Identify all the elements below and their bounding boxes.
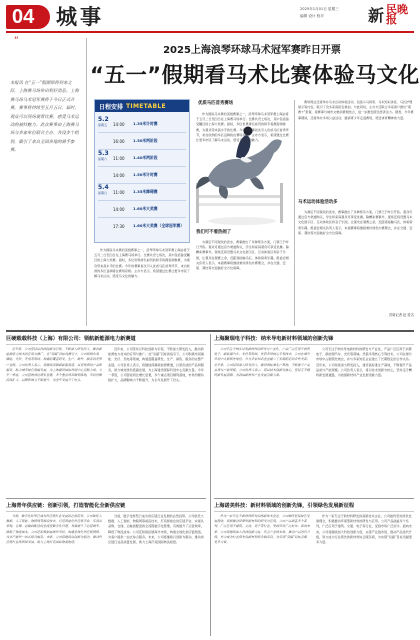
schedule-row bbox=[95, 184, 189, 200]
schedule-row bbox=[95, 116, 189, 132]
bottom-left-bottom-article bbox=[6, 502, 206, 636]
page-header bbox=[0, 0, 420, 32]
date-line: 2025年1月01日 星期三 bbox=[300, 7, 339, 11]
lead-story-text-3a: 赛场周边还将举办马术运动体验活动，包括小马骑乘、马术知识讲座、马匹护理展示等内容，吸引了众多家庭报名参加。与此同时，主办方还联合多家商户推出“观赛+”套餐，将赛事与城市文旅消费相结合，进一步激发假日经济活力。据悉，今年赛事期间，还将举办多场公益活动，邀请青少年走进赛场，感受体育精神的力量。 bbox=[298, 100, 414, 120]
sidebar-mark: “ bbox=[14, 36, 19, 46]
masthead-bottom: 民晚报 bbox=[386, 3, 408, 26]
header-rule bbox=[6, 31, 414, 33]
bottom-right-top-title: 上海聚瑞电子科技：纳米导电新材料领域的创新先锋 bbox=[214, 336, 334, 342]
schedule-time: 11:00 bbox=[113, 189, 125, 195]
bottom-left-bottom-body: 当前，数字化转型已成为供应链行业发展的必然趋势。公司依托大数据、人工智能、物联网等前沿技术，打造智能化供应链平台，实现从采购、仓储、运输到配送的全流程数字化管理，有效提升了运营效率，降低了物流成本。公司还积极拓展海外市场，构建全球化供应链网络，为客户提供一站式综合服务。未来，公司将继续以创新为驱动，推动供应链行业高质量发展，助力上海打造国际物流枢纽。 bbox=[108, 514, 204, 545]
bottom-right-bottom-title-rule bbox=[214, 511, 414, 512]
sidebar-divider bbox=[86, 38, 87, 326]
lead-subhead-2: 我们可不看热闹了 bbox=[196, 230, 232, 235]
schedule-row bbox=[95, 201, 189, 217]
schedule-row bbox=[95, 167, 189, 183]
schedule-title-en: TIMETABLE bbox=[126, 102, 166, 110]
page-number-badge bbox=[6, 5, 50, 29]
schedule-time: 14:00 bbox=[113, 172, 125, 178]
bottom-right-bottom-article bbox=[214, 502, 414, 636]
schedule-event: 1.50米计时赛 bbox=[133, 172, 158, 177]
lead-kicker: 2025上海浪琴环球马术冠军赛昨日开票 bbox=[163, 45, 341, 56]
schedule-event: 1.50米两阶段 bbox=[133, 138, 158, 143]
schedule-date-cell bbox=[95, 133, 113, 149]
bottom-right-top-article bbox=[214, 335, 414, 495]
schedule-date-cell bbox=[95, 218, 113, 234]
lead-story-text-2: 为满足不同观众的需求，赛事推出了多种票务方案，门票已于昨日开售。观众可通过官方渠道购买，学生和家庭观众可享受优惠。除精彩赛事外，现场还将设置马术文化展示区、互动体验区和亲子乐园，让观众在观赛之余，近距离接触马匹，体验骑乘乐趣。组委会相关负责人表示，本届赛事将继续秉持绿色办赛理念，并在交通、安保、餐饮等方面做好全方位保障。 bbox=[196, 240, 289, 271]
section-name: 城事 bbox=[56, 5, 104, 29]
lead-story-text-3b: 为满足不同观众的需求，赛事推出了多种票务方案，门票已于昨日开售。观众可通过官方渠道购买，学生和家庭观众可享受优惠。除精彩赛事外，现场还将设置马术文化展示区、互动体验区和亲子乐园，让观众在观赛之余，近距离接触马匹，体验骑乘乐趣。组委会相关负责人表示，本届赛事将继续秉持绿色办赛理念，并在交通、安保、餐饮等方面做好全方位保障。 bbox=[298, 210, 413, 235]
bottom-right-top-title-rule bbox=[214, 344, 414, 345]
schedule-date-cell bbox=[95, 201, 113, 217]
sidebar-column bbox=[6, 36, 82, 328]
schedule-event: 1.60米大奖赛 bbox=[133, 206, 158, 211]
schedule-time: 16:00 bbox=[113, 138, 125, 144]
schedule-event: 1.60米大奖赛（全球冠军赛） bbox=[133, 223, 185, 228]
lead-story-text-left: 作为国际马术界的顶级赛事之一，浪琴环球马术冠军赛上海站将于五月二日至四日在上海赛马场举行。比赛共设七场次，其中包括备受瞩目的上海大奖赛。届时，多位世界排名前列的骑手将携爱驹参赛，为观众带来高水平的比赛。今年的赛事首次引入优质马匹首秀环节，来自欧洲的多匹良驹将在赛场亮相。主办方表示，希望通过比赛让更多市民了解马术运动，感受马文化的魅力。 bbox=[94, 248, 190, 279]
bottom-left-bottom-intro: 当前，数字化转型已成为供应链行业发展的必然趋势。公司依托大数据、人工智能、物联网等前沿技术，打造智能化供应链平台，实现从采购、仓储、运输到配送的全流程数字化管理，有效提升了运营效率，降低了物流成本。公司还积极拓展海外市场，构建全球化供应链网络，为客户提供一站式综合服务。未来，公司将继续以创新为驱动，推动供应链行业高质量发展，助力上海打造国际物流枢纽。 bbox=[6, 514, 102, 545]
schedule-event: 1.35米计时赛 bbox=[133, 121, 158, 126]
bottom-right-bottom-title: 上海诺美科技：新材料领域的创新先锋，引领绿色发展新征程 bbox=[214, 503, 355, 509]
lead-column-divider bbox=[294, 100, 295, 326]
lead-subhead-3: 马术运动体验活动多 bbox=[298, 200, 338, 205]
schedule-day: 星期五 bbox=[98, 123, 108, 127]
schedule-day: 星期日 bbox=[98, 191, 108, 195]
bottom-left-bottom-title-rule bbox=[6, 511, 206, 512]
schedule-row bbox=[95, 150, 189, 166]
bottom-right-top-intro: 公司专注于纳米导电新材料的研发与产业化，产品广泛应用于消费电子、新能源汽车、光伏等领域。凭借多项核心专利技术，公司在细分市场中占据领先地位，并与多家知名企业建立了长期稳定的合作关系。近年来，公司持续加大研发投入，建设高标准生产基地，不断提升产品品质与产能规模。公司负责人表示，将以技术创新为核心，坚持走专精特新发展道路，为我国新材料产业发展贡献力量。 bbox=[214, 347, 310, 378]
schedule-title-bar bbox=[95, 100, 189, 112]
schedule-time: 14:00 bbox=[113, 206, 125, 212]
schedule-title-cn: 日程安排 bbox=[99, 103, 124, 111]
schedule-date-cell bbox=[95, 167, 113, 183]
schedule-time: 14:00 bbox=[113, 121, 125, 127]
masthead-logo bbox=[368, 3, 418, 27]
schedule-date: 5.3 bbox=[98, 150, 109, 157]
bottom-left-top-intro: 近年来，公司坚持以科技创新为引领，不断加大研发投入，推动新能源电力技术的应用与推广。在“双碳”目标的指引下，公司积极布局储能、光伏、充电等领域，构建起覆盖研发、生产、销售、服务的完整产业链。公司负责人表示，将继续深耕新能源赛道，以更优质的产品和服务，助力城市绿色低碳发展，为上海建设国际科创中心贡献力量。今年一季度，公司营收同比增长显著，多个重点项目顺利落地，市场份额持续扩大，品牌影响力不断提升，为全年发展开了好头。 bbox=[6, 347, 102, 383]
schedule-table bbox=[95, 116, 189, 234]
bottom-left-top-article bbox=[6, 335, 206, 495]
schedule-row bbox=[95, 218, 189, 234]
bottom-right-bottom-intro: 作为一家专注于新材料研发的高新技术企业，公司始终坚持绿色发展理念，积极推动环保型新材料的研发与应用。公司产品涵盖多个系列，广泛应用于建筑、交通、电子等行业，受到市场广泛好评。面向未来，公司将继续加大科技创新力度，完善产业链布局，推动产品迭代升级，努力成为行业领先的新材料综合服务商，为实现“双碳”目标贡献更多力量。 bbox=[214, 514, 310, 545]
lead-headline: “五一”假期看马术比赛体验马文化 bbox=[90, 63, 420, 87]
lead-story-middle bbox=[196, 100, 292, 108]
bottom-left-top-body: 近年来，公司坚持以科技创新为引领，不断加大研发投入，推动新能源电力技术的应用与推广。在“双碳”目标的指引下，公司积极布局储能、光伏、充电等领域，构建起覆盖研发、生产、销售、服务的完整产业链。公司负责人表示，将继续深耕新能源赛道，以更优质的产品和服务，助力城市绿色低碳发展，为上海建设国际科创中心贡献力量。今年一季度，公司营收同比增长显著，多个重点项目顺利落地，市场份额持续扩大，品牌影响力不断提升，为全年发展开了好头。 bbox=[108, 347, 205, 383]
lead-story-text-1: 作为国际马术界的顶级赛事之一，浪琴环球马术冠军赛上海站将于五月二日至四日在上海赛马场举行。比赛共设七场次，其中包括备受瞩目的上海大奖赛。届时，多位世界排名前列的骑手将携爱驹参赛，为观众带来高水平的比赛。今年的赛事首次引入优质马匹首秀环节，来自欧洲的多匹良驹将在赛场亮相。主办方表示，希望通过比赛让更多市民了解马术运动，感受马文化的魅力。 bbox=[196, 112, 289, 143]
bottom-left-top-title-rule bbox=[6, 344, 206, 345]
bottom-left-bottom-title: 上海青年供应链：创新引领，打造智能化全新供应链 bbox=[6, 503, 126, 509]
bottom-left-top-title: 巨硬载载科技（上海）有限公司：领航新能源电力新赛道 bbox=[6, 336, 136, 342]
schedule-box bbox=[94, 99, 190, 243]
schedule-day: 星期六 bbox=[98, 157, 108, 161]
bottom-right-top-body: 公司专注于纳米导电新材料的研发与产业化，产品广泛应用于消费电子、新能源汽车、光伏等领域。凭借多项核心专利技术，公司在细分市场中占据领先地位，并与多家知名企业建立了长期稳定的合作关系。近年来，公司持续加大研发投入，建设高标准生产基地，不断提升产品品质与产能规模。公司负责人表示，将以技术创新为核心，坚持走专精特新发展道路，为我国新材料产业发展贡献力量。 bbox=[316, 347, 412, 378]
schedule-date-cell bbox=[95, 116, 113, 132]
lead-byline: 首席记者 赵 姓名 bbox=[388, 313, 414, 317]
schedule-time: 11:00 bbox=[113, 155, 125, 161]
schedule-row bbox=[95, 133, 189, 149]
schedule-date-cell bbox=[95, 184, 113, 200]
section-separator bbox=[6, 330, 414, 332]
schedule-date-cell bbox=[95, 150, 113, 166]
page-number: 04 bbox=[12, 6, 35, 28]
sidebar-text: 本报讯 在“五一”假期即将到来之际，上海赛马场传出利好消息。上海赛马场马术冠军赛将于今日正式开赛，赛事将持续至五月五日。届时，观众可以现场观看比赛，感受马术运动的独特魅力。此次赛事由上海赛马场与多家单位联合主办，共设多个组别，吸引了来自全国各地的骑手参赛。 bbox=[10, 81, 79, 154]
editor-line: 编辑 设计 校对 bbox=[300, 14, 324, 18]
bottom-center-divider bbox=[210, 334, 211, 636]
schedule-time: 17:30 bbox=[113, 223, 125, 229]
masthead-top: 新 bbox=[368, 6, 385, 25]
bottom-right-bottom-body: 作为一家专注于新材料研发的高新技术企业，公司始终坚持绿色发展理念，积极推动环保型新材料的研发与应用。公司产品涵盖多个系列，广泛应用于建筑、交通、电子等行业，受到市场广泛好评。面向未来，公司将继续加大科技创新力度，完善产业链布局，推动产品迭代升级，努力成为行业领先的新材料综合服务商，为实现“双碳”目标贡献更多力量。 bbox=[316, 514, 413, 545]
schedule-date: 5.4 bbox=[98, 184, 109, 191]
schedule-event: 1.35米障碍赛 bbox=[133, 189, 158, 194]
bottom-left-divider bbox=[6, 498, 206, 499]
schedule-event: 1.40米两阶段 bbox=[133, 155, 158, 160]
schedule-date: 5.2 bbox=[98, 116, 109, 123]
lead-subhead-1-label: 优质马匹首秀赛场 bbox=[198, 101, 234, 106]
bottom-right-divider bbox=[214, 498, 414, 499]
